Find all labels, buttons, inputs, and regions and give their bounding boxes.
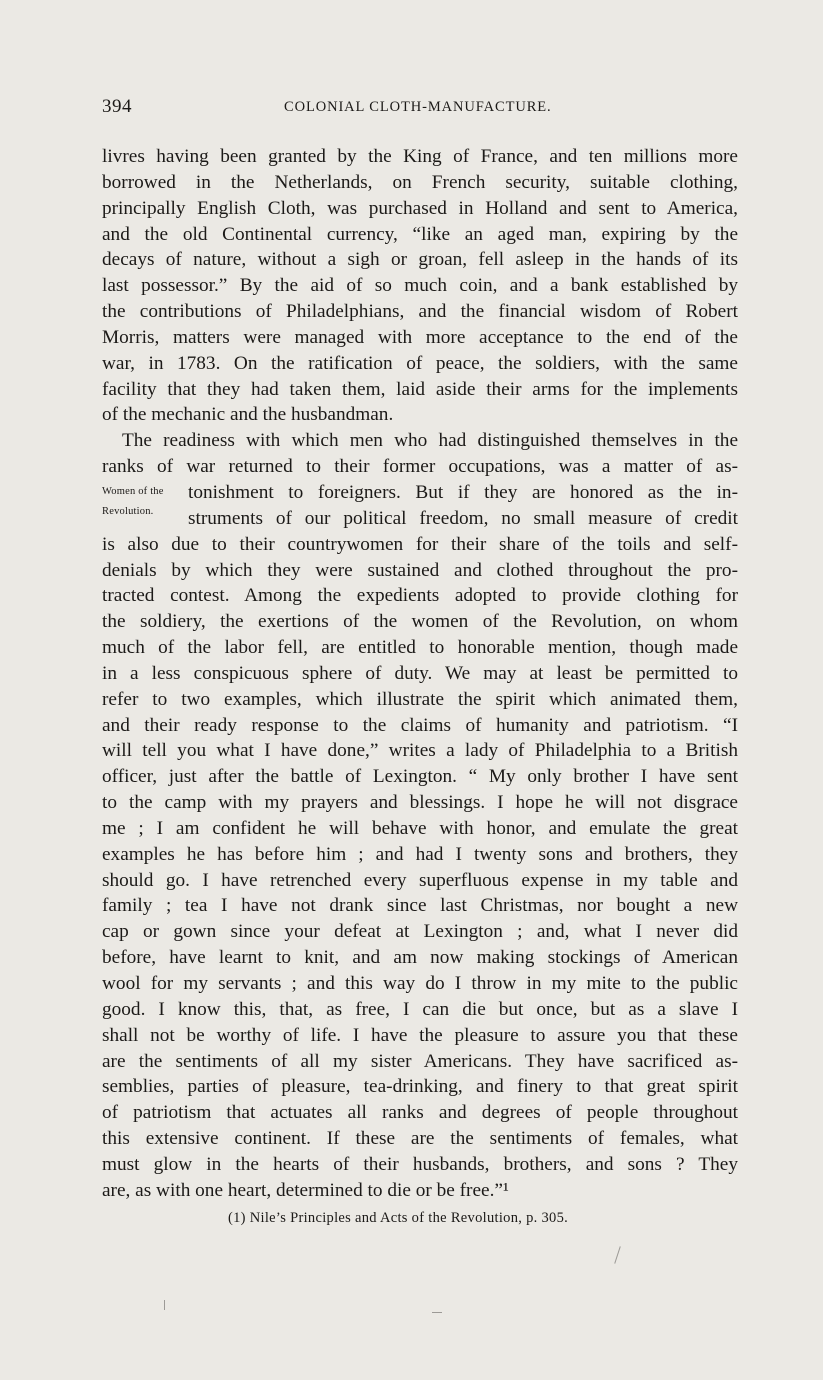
text-line: the soldiery, the exertions of the women of the Revolution, on whom [102, 611, 738, 633]
text-line: is also due to their countrywomen for their share of the toils and self- [102, 533, 738, 555]
paragraph-2 [102, 428, 738, 1203]
text-line: ranks of war returned to their former occupations, was a matter of as- [102, 456, 738, 478]
text-line: to the camp with my prayers and blessings. I hope he will not disgrace [102, 792, 738, 814]
sidenote-line: Women of the [102, 486, 164, 497]
paragraph-1 [102, 144, 738, 428]
text-line: borrowed in the Netherlands, on French security, suitable clothing, [102, 171, 738, 193]
text-line: examples he has before him ; and had I twenty sons and brothers, they [102, 843, 738, 865]
text-line: should go. I have retrenched every superfluous expense in my table and [102, 869, 738, 891]
text-line: and the old Continental currency, “like an aged man, expiring by the [102, 223, 738, 245]
text-line: The readiness with which men who had distinguished themselves in the [122, 430, 738, 452]
text-line: and their ready response to the claims of humanity and patriotism. “I [102, 714, 738, 736]
text-line: will tell you what I have done,” writes a lady of Philadelphia to a British [102, 740, 738, 762]
text-line: war, in 1783. On the ratification of peace, the soldiers, with the same [102, 352, 738, 374]
text-line: refer to two examples, which illustrate the spirit which animated them, [102, 688, 738, 710]
paper-mark [432, 1312, 442, 1313]
text-line: struments of our political freedom, no small measure of credit [188, 507, 738, 529]
text-line: are, as with one heart, determined to die or be free.”¹ [102, 1179, 509, 1201]
text-line: much of the labor fell, are entitled to honorable mention, though made [102, 637, 738, 659]
text-line: livres having been granted by the King of France, and ten millions more [102, 146, 738, 167]
text-line: must glow in the hearts of their husbands, brothers, and sons ? They [102, 1153, 738, 1175]
text-line: wool for my servants ; and this way do I throw in my mite to the public [102, 973, 738, 994]
text-line: are the sentiments of all my sister Americans. They have sacrificed as- [102, 1050, 738, 1072]
text-line: principally English Cloth, was purchased in Holland and sent to America, [102, 197, 738, 219]
text-line: this extensive continent. If these are the sentiments of females, what [102, 1128, 738, 1150]
text-line: cap or gown since your defeat at Lexington ; and, what I never did [102, 921, 738, 943]
text-line: officer, just after the battle of Lexington. “ My only brother I have sent [102, 766, 738, 788]
text-line: the contributions of Philadelphians, and the financial wisdom of Robert [102, 301, 738, 323]
text-line: denials by which they were sustained and clothed throughout the pro- [102, 559, 738, 581]
text-line: tracted contest. Among the expedients adopted to provide clothing for [102, 585, 738, 607]
body-text [102, 144, 738, 1204]
footnote: (1) Nile’s Principles and Acts of the Revolution, p. 305. [228, 1210, 569, 1226]
page-number: 394 [102, 96, 132, 117]
text-line: of the mechanic and the husbandman. [102, 404, 394, 426]
text-line: good. I know this, that, as free, I can die but once, but as a slave I [102, 998, 738, 1020]
text-line: Morris, matters were managed with more acceptance to the end of the [102, 326, 738, 348]
text-line: decays of nature, without a sigh or groan, fell asleep in the hands of its [102, 249, 738, 271]
text-line: facility that they had taken them, laid aside their arms for the implements [102, 378, 738, 400]
text-line: in a less conspicuous sphere of duty. We may at least be permitted to [102, 662, 738, 684]
text-line: of patriotism that actuates all ranks and degrees of people throughout [102, 1102, 738, 1124]
text-line: shall not be worthy of life. I have the pleasure to assure you that these [102, 1024, 738, 1046]
paper-mark [614, 1246, 621, 1263]
sidenote-line: Revolution. [102, 506, 154, 517]
running-head: COLONIAL CLOTH-MANUFACTURE. [284, 99, 552, 115]
text-line: me ; I am confident he will behave with honor, and emulate the great [102, 817, 738, 839]
text-line: before, have learnt to knit, and am now making stockings of American [102, 947, 738, 969]
page-header [102, 96, 738, 120]
text-line: tonishment to foreigners. But if they are honored as the in- [188, 481, 738, 503]
paper-mark [164, 1300, 165, 1310]
text-line: family ; tea I have not drank since last Christmas, nor bought a new [102, 895, 738, 917]
text-line: semblies, parties of pleasure, tea-drinking, and finery to that great spirit [102, 1076, 738, 1098]
text-line: last possessor.” By the aid of so much coin, and a bank established by [102, 275, 738, 297]
